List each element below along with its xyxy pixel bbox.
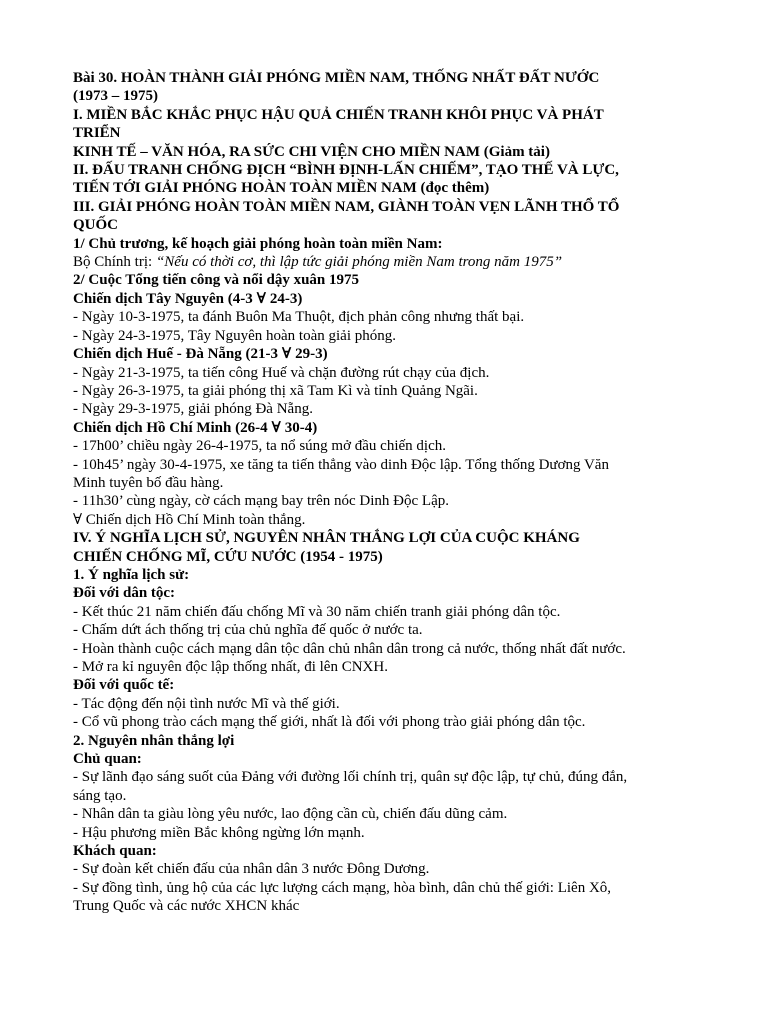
body-line: - 10h45’ ngày 30-4-1975, xe tăng ta tiến thẳng vào dinh Độc lập. Tổng thống Dương Văn: [73, 456, 609, 473]
body-line: - 11h30’ cùng ngày, cờ cách mạng bay trên nóc Dinh Độc Lập.: [73, 493, 449, 510]
body-line: - Ngày 10-3-1975, ta đánh Buôn Ma Thuột, địch phản công nhưng thất bại.: [73, 309, 525, 326]
body-line: - Tác động đến nội tình nước Mĩ và thế giới.: [73, 695, 340, 712]
body-line: - Sự đồng tình, ủng hộ của các lực lượng cách mạng, hòa bình, dân chủ thế giới: Liên Xô,: [73, 879, 612, 896]
group-heading: Đối với quốc tế:: [73, 677, 175, 694]
body-line: - Ngày 26-3-1975, ta giải phóng thị xã Tam Kì và tỉnh Quảng Ngãi.: [73, 382, 478, 399]
body-line: - Ngày 21-3-1975, ta tiến công Huế và chặn đường rút chạy của địch.: [73, 364, 490, 381]
lesson-title: Bài 30. HOÀN THÀNH GIẢI PHÓNG MIỀN NAM, THỐNG NHẤT ĐẤT NƯỚC: [73, 70, 600, 86]
body-line: - 17h00’ chiều ngày 26-4-1975, ta nổ súng mở đầu chiến dịch.: [73, 438, 446, 455]
subsection-heading: 2/ Cuộc Tổng tiến công và nổi dậy xuân 1975: [73, 272, 360, 289]
body-line: - Sự đoàn kết chiến đấu của nhân dân 3 nước Đông Dương.: [73, 861, 430, 878]
lesson-title-years: (1973 – 1975): [73, 88, 158, 105]
body-line: - Kết thúc 21 năm chiến đấu chống Mĩ và 30 năm chiến tranh giải phóng dân tộc.: [73, 603, 561, 620]
quote-text: “Nếu có thời cơ, thì lập tức giải phóng miền Nam trong năm 1975”: [155, 254, 563, 271]
group-heading: Khách quan:: [73, 843, 157, 860]
campaign-heading: Chiến dịch Hồ Chí Minh (26-4 ∀ 30-4): [73, 419, 318, 436]
section-4-heading: IV. Ý NGHĨA LỊCH SỬ, NGUYÊN NHÂN THẮNG LỢI CỦA CUỘC KHÁNG: [73, 530, 580, 547]
body-line: ∀ Chiến dịch Hồ Chí Minh toàn thắng.: [73, 511, 306, 528]
section-1-heading-cont: TRIỂN: [73, 125, 121, 142]
body-line: [73, 253, 728, 271]
section-4-heading-cont: CHIẾN CHỐNG MĨ, CỨU NƯỚC (1954 - 1975): [73, 548, 383, 565]
body-line: - Sự lãnh đạo sáng suốt của Đảng với đường lối chính trị, quân sự độc lập, tự chủ, đúng đắn,: [73, 769, 628, 786]
body-line: - Hoàn thành cuộc cách mạng dân tộc dân chủ nhân dân trong cả nước, thống nhất đất nước.: [73, 640, 626, 657]
subsection-heading: 1/ Chủ trương, kế hoạch giải phóng hoàn toàn miền Nam:: [73, 235, 443, 252]
section-3-heading-cont: QUỐC: [73, 217, 118, 234]
section-2-heading: II. ĐẤU TRANH CHỐNG ĐỊCH “BÌNH ĐỊNH-LẤN CHIẾM”, TẠO THẾ VÀ LỰC,: [73, 162, 619, 179]
campaign-heading: Chiến dịch Tây Nguyên (4-3 ∀ 24-3): [73, 290, 303, 307]
body-line: Trung Quốc và các nước XHCN khác: [73, 898, 300, 915]
group-heading: Chủ quan:: [73, 751, 142, 768]
body-line: sáng tạo.: [73, 787, 127, 804]
body-line: - Hậu phương miền Bắc không ngừng lớn mạnh.: [73, 824, 365, 841]
section-1-heading: I. MIỀN BẮC KHẮC PHỤC HẬU QUẢ CHIẾN TRANH KHÔI PHỤC VÀ PHÁT: [73, 106, 604, 123]
campaign-heading: Chiến dịch Huế - Đà Nẵng (21-3 ∀ 29-3): [73, 346, 328, 363]
subsection-heading: 1. Ý nghĩa lịch sử:: [73, 566, 190, 583]
body-line: - Ngày 29-3-1975, giải phóng Đà Nẵng.: [73, 401, 313, 418]
body-line: Minh tuyên bố đầu hàng.: [73, 474, 224, 491]
body-line: - Chấm dứt ách thống trị của chủ nghĩa đế quốc ở nước ta.: [73, 622, 423, 639]
subsection-heading: 2. Nguyên nhân thắng lợi: [73, 732, 235, 749]
body-line: - Ngày 24-3-1975, Tây Nguyên hoàn toàn giải phóng.: [73, 327, 396, 344]
body-line: - Nhân dân ta giàu lòng yêu nước, lao động cần cù, chiến đấu dũng cảm.: [73, 806, 508, 823]
body-line: - Mở ra kỉ nguyên độc lập thống nhất, đi lên CNXH.: [73, 659, 388, 675]
section-1-heading-cont: KINH TẾ – VĂN HÓA, RA SỨC CHI VIỆN CHO MIỀN NAM (Giảm tải): [73, 143, 550, 160]
section-2-heading-cont: TIẾN TỚI GIẢI PHÓNG HOÀN TOÀN MIỀN NAM (đọc thêm): [73, 180, 490, 197]
body-line: - Cổ vũ phong trào cách mạng thế giới, nhất là đối với phong trào giải phóng dân tộc.: [73, 714, 586, 731]
group-heading: Đối với dân tộc:: [73, 585, 176, 602]
body-label: Bộ Chính trị:: [73, 254, 156, 271]
section-3-heading: III. GIẢI PHÓNG HOÀN TOÀN MIỀN NAM, GIÀNH TOÀN VẸN LÃNH THỔ TỔ: [73, 198, 620, 215]
